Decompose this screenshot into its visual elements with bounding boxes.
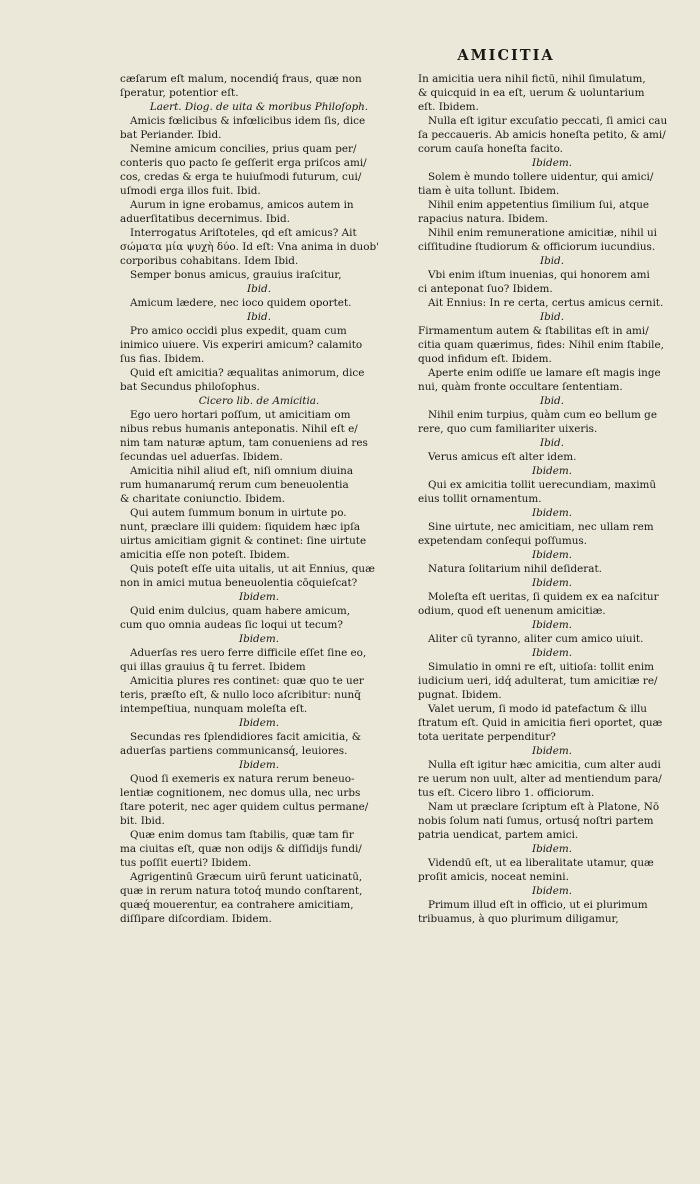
text-line: citia quam quærimus, fides: Nihil enim ſtabile,	[418, 339, 664, 351]
text-line: amicitia eſſe non poteſt. Ibidem.	[120, 549, 290, 561]
text-line: Amicis fœlicibus & infœlicibus idem ſis, dice	[130, 115, 366, 127]
text-line: nui, quàm fronte occultare ſententiam.	[418, 381, 623, 393]
text-line: Verus amicus eſt alter idem.	[428, 451, 577, 463]
text-line: ſus fias. Ibidem.	[120, 353, 205, 365]
text-line: Simulatio in omni re eſt, uitioſa: tollit enim	[428, 661, 655, 673]
text-line: Ibid.	[246, 311, 272, 323]
text-line: expetendam conſequi poſſumus.	[418, 535, 588, 547]
text-line: tiam è uita tollunt. Ibidem.	[418, 185, 560, 197]
text-line: Pro amico occidi plus expedit, quam cum	[130, 325, 347, 337]
text-line: Ibidem.	[238, 717, 280, 729]
text-line: Solem è mundo tollere uidentur, qui amici/	[428, 171, 654, 183]
text-line: ſecundas uel aduerſas. Ibidem.	[120, 451, 283, 463]
text-line: Ibidem.	[238, 759, 280, 771]
text-line: Ait Ennius: In re certa, certus amicus cernit.	[428, 297, 664, 309]
text-line: Aduerſas res uero ferre difficile eſſet ſine eo,	[130, 647, 367, 659]
text-line: Qui ex amicitia tollit uerecundiam, maximū	[428, 479, 657, 491]
text-line: bat Periander. Ibid.	[120, 129, 222, 141]
text-line: Ibidem.	[238, 591, 280, 603]
text-line: corporibus cohabitans. Idem Ibid.	[120, 255, 299, 267]
text-line: Semper bonus amicus, grauius iraſcitur,	[130, 269, 342, 281]
text-line: tus eſt. Cicero libro 1. officiorum.	[418, 787, 595, 799]
text-line: rere, quo cum familiariter uixeris.	[418, 423, 598, 435]
text-line: uſmodi erga illos fuit. Ibid.	[120, 185, 261, 197]
text-line: re uerum non uult, alter ad mentiendum para/	[418, 773, 662, 785]
text-line: cum quo omnia audeas ſic loqui ut tecum?	[120, 619, 343, 631]
text-line: Ibid.	[539, 255, 565, 267]
text-line: nunt, præclare illi quidem: ſiquidem hæc ipſa	[120, 521, 361, 533]
text-line: Moleſta eſt ueritas, ſi quidem ex ea naſcitur	[428, 591, 659, 603]
text-line: σώματα μία ψυχὴ δύο. Id eſt: Vna anima in duob'	[120, 241, 379, 253]
text-line: Ibidem.	[531, 843, 573, 855]
text-line: nobis ſolum nati ſumus, ortusq́ noſtri partem	[418, 815, 654, 827]
text-line: patria uendicat, partem amici.	[418, 829, 579, 841]
left-column	[120, 72, 398, 926]
text-line: Agrigentinū Græcum uirū ferunt uaticinatū,	[130, 871, 363, 883]
text-line: qui illas grauius q̄ tu ferret. Ibidem	[120, 661, 306, 673]
text-line: intempeſtiua, nunquam moleſta eſt.	[120, 703, 308, 715]
text-line: Ego uero hortari poſſum, ut amicitiam om	[130, 409, 351, 421]
text-line: aduerſas partiens communicansq́, leuiores.	[120, 745, 348, 757]
text-line: conteris quo pacto ſe geſſerit erga priſcos ami/	[120, 157, 367, 169]
text-line: Quod ſi exemeris ex natura rerum beneuo-	[130, 773, 355, 785]
text-line: eſt. Ibidem.	[418, 101, 479, 113]
text-line: Ibid.	[539, 311, 565, 323]
text-line: Quis poteſt eſſe uita uitalis, ut ait Ennius, quæ	[130, 563, 375, 575]
text-line: Nulla eſt igitur hæc amicitia, cum alter audi	[428, 759, 661, 771]
text-line: Cicero lib. de Amicitia.	[198, 395, 320, 407]
text-line: In amicitia uera nihil fictū, nihil ſimulatum,	[418, 73, 646, 85]
text-line: Valet uerum, ſi modo id patefactum & illu	[428, 703, 647, 715]
text-line: Ibid.	[539, 395, 565, 407]
text-line: Ibid.	[246, 283, 272, 295]
text-line: Ibidem.	[531, 157, 573, 169]
text-line: iudicium ueri, idq́ adulterat, tum amicitiæ re/	[418, 675, 658, 687]
text-line: Natura ſolitarium nihil deſiderat.	[428, 563, 602, 575]
text-line: ſperatur, potentior eſt.	[120, 87, 239, 99]
text-line: bat Secundus philoſophus.	[120, 381, 260, 393]
text-line: uirtus amicitiam gignit & continet: ſine uirtute	[120, 535, 367, 547]
text-line: proſit amicis, noceat nemini.	[418, 871, 569, 883]
text-line: Aliter cū tyranno, aliter cum amico uiuit.	[428, 633, 644, 645]
text-line: cos, credas & erga te huiuſmodi futurum, cui/	[120, 171, 362, 183]
text-line: Ibidem.	[531, 745, 573, 757]
text-line: tota ueritate perpenditur?	[418, 731, 556, 743]
text-line: Amicitia plures res continet: quæ quo te uer	[130, 675, 364, 687]
text-line: Nam ut præclare ſcriptum eſt à Platone, Nō	[428, 801, 660, 813]
text-line: Secundas res ſplendidiores facit amicitia, &	[130, 731, 362, 743]
right-column	[418, 72, 686, 926]
text-line: Amicitia nihil aliud eſt, niſi omnium diuina	[130, 465, 354, 477]
text-line: corum cauſa honeſta facito.	[418, 143, 563, 155]
text-line: Nihil enim appetentius ſimilium ſui, atque	[428, 199, 650, 211]
text-line: quæq́ mouerentur, ea contrahere amicitiam,	[120, 899, 354, 911]
text-line: Ibidem.	[531, 647, 573, 659]
text-line: Ibidem.	[238, 633, 280, 645]
text-line: ciſſitudine ſtudiorum & officiorum iucundius.	[418, 241, 656, 253]
text-line: quæ in rerum natura totoq́ mundo conſtarent,	[120, 885, 363, 897]
text-line: teris, præſto eſt, & nullo loco aſcribitur: nunq̄	[120, 689, 361, 701]
text-line: Quid eſt amicitia? æqualitas animorum, dice	[130, 367, 365, 379]
text-line: diſſipare diſcordiam. Ibidem.	[120, 913, 272, 925]
text-line: pugnat. Ibidem.	[418, 689, 502, 701]
text-line: Sine uirtute, nec amicitiam, nec ullam rem	[428, 521, 654, 533]
text-line: Interrogatus Ariſtoteles, qd eſt amicus? Ait	[130, 227, 357, 239]
text-line: Laert. Diog. de uita & moribus Philoſoph.	[149, 101, 369, 113]
text-line: ſtare poterit, nec ager quidem cultus permane/	[120, 801, 369, 813]
text-line: Aperte enim odiſſe ue lamare eſt magis inge	[428, 367, 661, 379]
text-line: nibus rebus humanis anteponatis. Nihil eſt e/	[120, 423, 358, 435]
text-line: ſtratum eſt. Quid in amicitia fieri oportet, quæ	[418, 717, 663, 729]
text-line: nim tam naturæ aptum, tam conueniens ad res	[120, 437, 368, 449]
text-line: Ibidem.	[531, 619, 573, 631]
text-line: Ibidem.	[531, 885, 573, 897]
text-line: ſa peccaueris. Ab amicis honeſta petito, & ami/	[418, 129, 666, 141]
running-head: AMICITIA	[457, 47, 555, 64]
text-line: tus poſſit euerti? Ibidem.	[120, 857, 252, 869]
text-line: Ibidem.	[531, 549, 573, 561]
text-line: ma ciuitas eſt, quæ non odijs & diſſidijs fundi/	[120, 843, 362, 855]
text-line: Nihil enim remuneratione amicitiæ, nihil ui	[428, 227, 657, 239]
text-line: Qui autem ſummum bonum in uirtute po.	[130, 507, 347, 519]
text-line: Firmamentum autem & ſtabilitas eſt in ami/	[418, 325, 649, 337]
text-line: Vbi enim iſtum inuenias, qui honorem ami	[428, 269, 650, 281]
text-line: Videndū eſt, ut ea liberalitate utamur, quæ	[428, 857, 654, 869]
text-line: tribuamus, à quo plurimum diligamur,	[418, 913, 619, 925]
text-line: Quid enim dulcius, quam habere amicum,	[130, 605, 351, 617]
text-line: Amicum lædere, nec ioco quidem oportet.	[130, 297, 352, 309]
text-line: Ibidem.	[531, 507, 573, 519]
text-line: Nemine amicum concilies, prius quam per/	[130, 143, 357, 155]
text-line: aduerſitatibus decernimus. Ibid.	[120, 213, 290, 225]
text-line: odium, quod eſt uenenum amicitiæ.	[418, 605, 606, 617]
text-line: rum humanarumq́ rerum cum beneuolentia	[120, 479, 349, 491]
text-line: quod infidum eſt. Ibidem.	[418, 353, 552, 365]
text-line: & charitate coniunctio. Ibidem.	[120, 493, 286, 505]
text-line: Ibidem.	[531, 465, 573, 477]
text-line: bit. Ibid.	[120, 815, 165, 827]
text-line: & quicquid in ea eſt, uerum & uoluntarium	[418, 87, 645, 99]
text-line: Ibid.	[539, 437, 565, 449]
text-line: Ibidem.	[531, 577, 573, 589]
text-line: Quæ enim domus tam ſtabilis, quæ tam fir	[130, 829, 354, 841]
text-line: cæſarum eſt malum, nocendiq́ fraus, quæ non	[120, 73, 362, 85]
text-line: non in amici mutua beneuolentia cōquieſcat?	[120, 577, 358, 589]
text-line: eius tollit ornamentum.	[418, 493, 542, 505]
text-line: rapacius natura. Ibidem.	[418, 213, 549, 225]
text-line: inimico uiuere. Vis experiri amicum? calamito	[120, 339, 363, 351]
text-line: ci anteponat ſuo? Ibidem.	[418, 283, 553, 295]
text-line: Aurum in igne erobamus, amicos autem in	[130, 199, 354, 211]
text-line: lentiæ cognitionem, nec domus ulla, nec urbs	[120, 787, 361, 799]
text-line: Nulla eſt igitur excuſatio peccati, ſi amici cau	[428, 115, 668, 127]
text-line: Primum illud eſt in officio, ut ei plurimum	[428, 899, 648, 911]
text-line: Nihil enim turpius, quàm cum eo bellum ge	[428, 409, 657, 421]
